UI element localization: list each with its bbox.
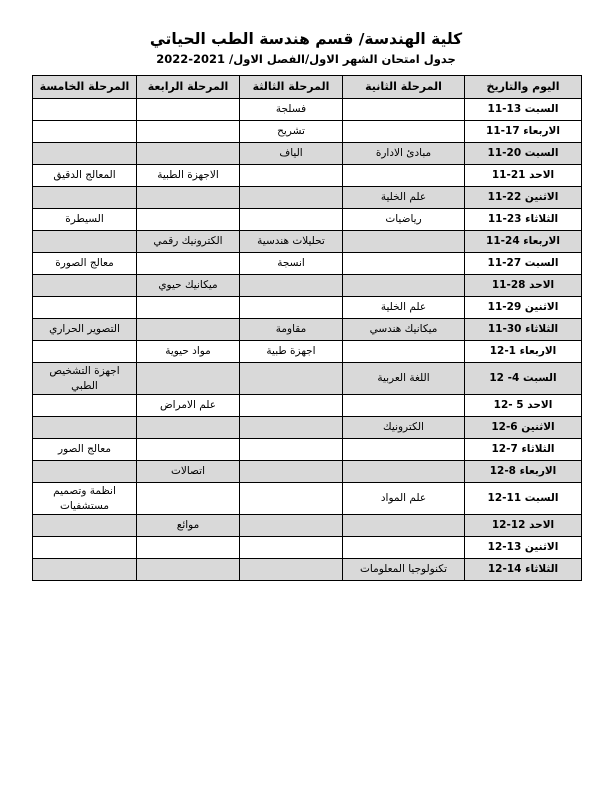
date-number: 11-28: [491, 279, 526, 292]
subject-cell-stage4: [137, 363, 240, 395]
subject-cell-stage2: علم المواد: [343, 483, 465, 515]
day-name: الاحد: [529, 519, 555, 532]
day-name: الاثنين: [524, 541, 559, 554]
date-cell: [465, 439, 582, 461]
subject-cell-stage4: اتصالات: [137, 461, 240, 483]
date-cell: [465, 559, 582, 581]
subject-cell-stage3: الياف: [240, 143, 343, 165]
subject-cell-stage4: [137, 559, 240, 581]
date-cell: [465, 515, 582, 537]
subject-cell-stage4: علم الامراض: [137, 395, 240, 417]
column-header: المرحلة الخامسة: [33, 76, 137, 99]
subject-cell-stage2: [343, 395, 465, 417]
subject-cell-stage3: مقاومة: [240, 319, 343, 341]
subject-cell-stage3: [240, 417, 343, 439]
date-number: 11-29: [487, 301, 522, 314]
date-cell: [465, 187, 582, 209]
subject-cell-stage4: [137, 537, 240, 559]
table-row: [33, 121, 582, 143]
date-cell: [465, 143, 582, 165]
table-row: [33, 417, 582, 439]
subject-cell-stage4: الاجهزة الطبية: [137, 165, 240, 187]
day-name: الاحد: [527, 399, 553, 412]
page-subtitle: [0, 52, 612, 66]
subject-cell-stage5: [33, 341, 137, 363]
table-row: [33, 231, 582, 253]
date-cell: [465, 341, 582, 363]
subject-cell-stage5: السيطرة: [33, 209, 137, 231]
table-row: [33, 559, 582, 581]
day-name: الاحد: [529, 279, 555, 292]
date-cell: [465, 253, 582, 275]
subject-cell-stage2: [343, 537, 465, 559]
subject-cell-stage4: [137, 417, 240, 439]
day-name: الاحد: [529, 169, 555, 182]
date-number: 12-14: [487, 563, 522, 576]
day-name: الاثنين: [521, 421, 555, 434]
date-number: 12-7: [491, 443, 518, 456]
subject-cell-stage5: معالج الصورة: [33, 253, 137, 275]
date-cell: [465, 231, 582, 253]
subject-cell-stage5: [33, 121, 137, 143]
subject-cell-stage4: [137, 143, 240, 165]
day-name: الثلاثاء: [521, 443, 555, 456]
subject-cell-stage3: اجهزة طبية: [240, 341, 343, 363]
subject-cell-stage2: علم الخلية: [343, 187, 465, 209]
subject-cell-stage2: [343, 253, 465, 275]
subject-cell-stage4: [137, 99, 240, 121]
exam-schedule-table: [32, 75, 582, 581]
date-number: 11-24: [486, 235, 520, 248]
subject-cell-stage5: [33, 187, 137, 209]
date-cell: [465, 363, 582, 395]
day-name: السبت: [524, 492, 559, 505]
subject-cell-stage3: [240, 439, 343, 461]
table-row: [33, 483, 582, 515]
subject-cell-stage2: مبادئ الادارة: [343, 143, 465, 165]
subject-cell-stage4: الكترونيك رقمي: [137, 231, 240, 253]
subject-cell-stage4: [137, 319, 240, 341]
subject-cell-stage4: مواد حيوية: [137, 341, 240, 363]
date-number: 12-8: [489, 465, 516, 478]
subject-cell-stage3: [240, 559, 343, 581]
date-cell: [465, 99, 582, 121]
date-number: 11-23: [487, 213, 522, 226]
date-cell: [465, 537, 582, 559]
subject-cell-stage5: [33, 99, 137, 121]
subject-cell-stage3: [240, 363, 343, 395]
day-name: الاربعاء: [519, 465, 557, 478]
subject-cell-stage3: [240, 395, 343, 417]
day-name: السبت: [524, 147, 559, 160]
subtitle-years: 2022-2021: [156, 52, 225, 66]
day-name: الاثنين: [524, 301, 559, 314]
date-number: 11-21: [491, 169, 526, 182]
subject-cell-stage5: [33, 537, 137, 559]
subject-cell-stage5: انظمة وتصميم مستشفيات: [33, 483, 137, 515]
subject-cell-stage2: [343, 515, 465, 537]
date-number: 12-13: [487, 541, 522, 554]
subject-cell-stage4: [137, 209, 240, 231]
subject-cell-stage4: [137, 121, 240, 143]
subject-cell-stage4: [137, 439, 240, 461]
header-row: [33, 76, 582, 99]
subject-cell-stage2: [343, 275, 465, 297]
subject-cell-stage2: اللغة العربية: [343, 363, 465, 395]
subject-cell-stage3: تحليلات هندسية: [240, 231, 343, 253]
day-name: السبت: [524, 257, 559, 270]
subject-cell-stage5: [33, 395, 137, 417]
table-row: [33, 537, 582, 559]
subject-cell-stage5: معالج الصور: [33, 439, 137, 461]
subject-cell-stage5: [33, 515, 137, 537]
subject-cell-stage5: المعالج الدقيق: [33, 165, 137, 187]
date-number: 11-20: [487, 147, 522, 160]
column-header: المرحلة الرابعة: [137, 76, 240, 99]
table-row: [33, 297, 582, 319]
column-header: المرحلة الثانية: [343, 76, 465, 99]
day-name: الثلاثاء: [525, 323, 559, 336]
subject-cell-stage3: [240, 165, 343, 187]
subject-cell-stage2: رياضيات: [343, 209, 465, 231]
date-number: 11-17: [486, 125, 520, 138]
date-number: 11-22: [487, 191, 522, 204]
subject-cell-stage5: [33, 143, 137, 165]
subject-cell-stage3: [240, 483, 343, 515]
date-cell: [465, 395, 582, 417]
table-row: [33, 439, 582, 461]
subject-cell-stage3: [240, 515, 343, 537]
date-cell: [465, 297, 582, 319]
date-number: 11-27: [487, 257, 522, 270]
day-name: السبت: [524, 103, 559, 116]
subject-cell-stage3: [240, 275, 343, 297]
date-number: 11-13: [487, 103, 522, 116]
day-name: الاربعاء: [519, 345, 557, 358]
page-title: كلية الهندسة/ قسم هندسة الطب الحياتي: [149, 30, 463, 48]
day-name: الاربعاء: [523, 235, 560, 248]
subject-cell-stage5: [33, 297, 137, 319]
subject-cell-stage2: تكنولوجيا المعلومات: [343, 559, 465, 581]
subject-cell-stage3: تشريح: [240, 121, 343, 143]
subject-cell-stage3: [240, 297, 343, 319]
date-cell: [465, 121, 582, 143]
subject-cell-stage2: [343, 439, 465, 461]
subject-cell-stage3: [240, 461, 343, 483]
day-name: الثلاثاء: [525, 213, 559, 226]
subject-cell-stage4: [137, 297, 240, 319]
date-number: 12- 5: [493, 399, 524, 412]
subject-cell-stage5: اجهزة التشخيص الطبي: [33, 363, 137, 395]
subject-cell-stage2: [343, 99, 465, 121]
subject-cell-stage2: الكترونيك: [343, 417, 465, 439]
date-number: 11-30: [487, 323, 522, 336]
subject-cell-stage2: [343, 231, 465, 253]
subject-cell-stage3: انسجة: [240, 253, 343, 275]
subject-cell-stage2: علم الخلية: [343, 297, 465, 319]
day-name: الاربعاء: [523, 125, 560, 138]
table-row: [33, 143, 582, 165]
date-number: 12-11: [487, 492, 522, 505]
date-cell: [465, 165, 582, 187]
table-row: [33, 99, 582, 121]
subject-cell-stage5: [33, 231, 137, 253]
date-number: 12-1: [489, 345, 516, 358]
subtitle-text: جدول امتحان الشهر الاول/الفصل الاول/: [229, 52, 456, 66]
date-cell: [465, 275, 582, 297]
subject-cell-stage4: [137, 483, 240, 515]
subject-cell-stage2: [343, 341, 465, 363]
subject-cell-stage2: ميكانيك هندسي: [343, 319, 465, 341]
day-name: الثلاثاء: [525, 563, 559, 576]
subject-cell-stage4: موائع: [137, 515, 240, 537]
date-cell: [465, 319, 582, 341]
subject-cell-stage5: [33, 275, 137, 297]
subject-cell-stage4: ميكانيك حيوي: [137, 275, 240, 297]
subject-cell-stage4: [137, 253, 240, 275]
date-cell: [465, 209, 582, 231]
table-row: [33, 165, 582, 187]
table-row: [33, 187, 582, 209]
subject-cell-stage3: [240, 537, 343, 559]
table-row: [33, 275, 582, 297]
table-row: [33, 395, 582, 417]
day-name: الاثنين: [524, 191, 559, 204]
date-number: 12-6: [491, 421, 518, 434]
day-name: السبت: [522, 372, 557, 385]
subject-cell-stage3: [240, 187, 343, 209]
subject-cell-stage2: [343, 121, 465, 143]
subject-cell-stage5: [33, 461, 137, 483]
table-row: [33, 515, 582, 537]
table-row: [33, 461, 582, 483]
subject-cell-stage4: [137, 187, 240, 209]
date-cell: [465, 461, 582, 483]
date-number: 12 -4: [489, 372, 520, 385]
subject-cell-stage3: [240, 209, 343, 231]
column-header: المرحلة الثالثة: [240, 76, 343, 99]
table-row: [33, 363, 582, 395]
subject-cell-stage5: [33, 559, 137, 581]
date-cell: [465, 483, 582, 515]
subject-cell-stage5: [33, 417, 137, 439]
table-row: [33, 209, 582, 231]
column-header: اليوم والتاريخ: [465, 76, 582, 99]
date-number: 12-12: [491, 519, 526, 532]
subject-cell-stage3: فسلجة: [240, 99, 343, 121]
subject-cell-stage5: التصوير الحراري: [33, 319, 137, 341]
subject-cell-stage2: [343, 461, 465, 483]
table-row: [33, 341, 582, 363]
subject-cell-stage2: [343, 165, 465, 187]
table-row: [33, 319, 582, 341]
date-cell: [465, 417, 582, 439]
table-row: [33, 253, 582, 275]
